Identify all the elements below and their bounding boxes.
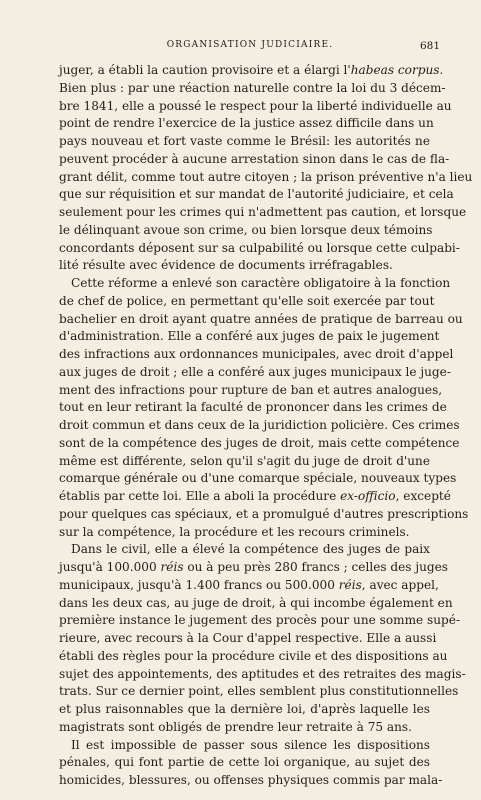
text-run: Bien plus : par une réaction naturelle contre la loi du 3 décem- <box>59 80 446 95</box>
text-run: point de rendre l'exercice de la justice assez difficile dans un <box>59 116 434 131</box>
text-run: que sur réquisition et sur mandat de l'autorité judiciaire, et cela <box>59 187 454 202</box>
body-text <box>59 62 473 790</box>
text-run: même est différente, selon qu'il s'agit du juge de droit d'une <box>59 453 430 468</box>
text-run: juger, a établi la caution provisoire et a élargi l' <box>59 63 351 77</box>
text-run: Cette réforme a enlevé son caractère obligatoire à la fonction <box>71 276 451 290</box>
text-run: lité résulte avec évidence de documents irréfragables. <box>59 258 393 273</box>
text-line <box>59 737 430 755</box>
text-line <box>59 98 452 116</box>
text-run: d'administration. Elle a conféré aux juges de paix le jugement <box>59 329 440 344</box>
text-line <box>59 577 439 595</box>
text-line <box>59 754 430 772</box>
text-run: sont de la compétence des juges de droit, mais cette compétence <box>59 435 460 450</box>
text-line <box>59 417 460 435</box>
text-line <box>59 524 430 542</box>
text-line <box>59 435 460 453</box>
text-run: Dans le civil, elle a élevé la compétence des juges de paix <box>71 542 430 557</box>
text-line <box>59 133 430 151</box>
text-line <box>59 80 446 98</box>
text-run: de chef de police, en permettant qu'elle soit exercée par tout <box>59 293 435 308</box>
italic-term: réis <box>338 577 362 592</box>
text-line <box>59 506 469 524</box>
text-line <box>59 62 444 80</box>
text-line <box>59 701 430 719</box>
text-line <box>59 453 430 471</box>
text-run: bachelier en droit ayant quatre années de pratique de barreau ou <box>59 311 463 326</box>
text-line <box>59 630 437 648</box>
text-run: magistrats sont obligés de prendre leur retraite à 75 ans. <box>59 719 412 734</box>
text-line <box>59 311 463 329</box>
page-number: 681 <box>419 40 440 52</box>
text-line <box>59 151 450 169</box>
text-run: seulement pour les crimes qui n'admettent pas caution, et lorsque <box>59 205 467 219</box>
italic-term: réis <box>160 560 184 574</box>
text-run: . <box>439 63 444 77</box>
text-run: , excepté <box>395 489 451 503</box>
text-line <box>59 648 448 666</box>
text-line <box>59 204 467 222</box>
text-run: grant délit, comme tout autre citoyen ; la prison préventive n'a lieu <box>59 169 473 184</box>
text-run: des infractions aux ordonnances municipales, avec droit d'appel <box>59 347 454 361</box>
text-line <box>59 346 454 364</box>
text-run: homicides, blessures, ou offenses physiques commis par mala- <box>59 773 443 787</box>
text-run: pays nouveau et fort vaste comme le Brésil: les autorités ne <box>59 134 430 148</box>
text-run: et plus raisonnables que la dernière loi, d'après laquelle les <box>59 702 430 716</box>
italic-term: ex-officio <box>340 489 396 503</box>
text-run: jusqu'à 100.000 <box>59 560 161 574</box>
text-run: municipaux, jusqu'à 1.400 francs ou 500.000 <box>59 577 339 592</box>
text-line <box>59 222 433 240</box>
text-run: Il est impossible de passer sous silence les dispositions <box>71 737 430 752</box>
text-line <box>59 293 435 311</box>
text-line <box>59 470 457 488</box>
text-line <box>59 399 447 417</box>
text-line <box>59 612 461 630</box>
text-run: le délinquant avoue son crime, ou bien lorsque deux témoins <box>59 222 433 237</box>
text-run: droit commun et dans ceux de la juridiction policière. Ces crimes <box>59 418 460 432</box>
text-run: bre 1841, elle a poussé le respect pour la liberté individuelle au <box>59 98 452 113</box>
text-run: rieure, avec recours à la Cour d'appel respective. Elle a aussi <box>59 631 437 645</box>
text-run: ment des infractions pour rupture de ban et autres analogues, <box>59 382 443 397</box>
text-run: établis par cette loi. Elle a aboli la procédure <box>59 489 341 503</box>
text-run: sujet des appointements, des aptitudes et des retraites des magis- <box>59 666 466 681</box>
text-run: aux juges de droit ; elle a conféré aux juges municipaux le juge- <box>59 364 451 379</box>
text-line <box>59 719 430 737</box>
text-line <box>59 169 473 187</box>
text-run: concordants déposent sur sa culpabilité ou lorsque cette culpabi- <box>59 240 460 255</box>
text-run: comarque générale ou d'une comarque spéciale, nouveaux types <box>59 471 457 486</box>
text-line <box>59 186 454 204</box>
text-line <box>59 666 466 684</box>
text-run: , avec appel, <box>361 577 439 592</box>
text-line <box>59 772 443 790</box>
text-line <box>59 595 453 613</box>
text-line <box>59 275 451 293</box>
text-line <box>59 382 443 400</box>
text-run: tout en leur retirant la faculté de prononcer dans les crimes de <box>59 400 447 415</box>
text-line <box>59 328 440 346</box>
text-run: sur la compétence, la procédure et les recours criminels. <box>59 524 410 539</box>
text-line <box>59 364 451 382</box>
text-run: trats. Sur ce dernier point, elles semblent plus constitutionnelles <box>59 684 459 699</box>
text-line <box>59 257 430 275</box>
text-run: peuvent procéder à aucune arrestation sinon dans le cas de fla- <box>59 151 450 166</box>
text-run: première instance le jugement des procès pour une somme supé- <box>59 613 461 628</box>
running-title: ORGANISATION JUDICIAIRE. <box>166 40 334 50</box>
text-run: pénales, qui font partie de cette loi organique, au sujet des <box>59 755 430 770</box>
text-run: établi des règles pour la procédure civile et des dispositions au <box>59 648 448 663</box>
text-run: pour quelques cas spéciaux, et a promulgué d'autres prescriptions <box>59 506 469 521</box>
text-line <box>59 488 451 506</box>
text-line <box>59 683 459 701</box>
page-header <box>60 40 440 54</box>
text-run: ou à peu près 280 francs ; celles des juges <box>183 560 448 574</box>
text-run: dans les deux cas, au juge de droit, à qui incombe également en <box>59 595 453 610</box>
text-line <box>59 240 460 258</box>
text-line <box>59 541 430 559</box>
text-line <box>59 115 434 133</box>
text-line <box>59 559 448 577</box>
italic-term: habeas corpus <box>350 63 440 77</box>
